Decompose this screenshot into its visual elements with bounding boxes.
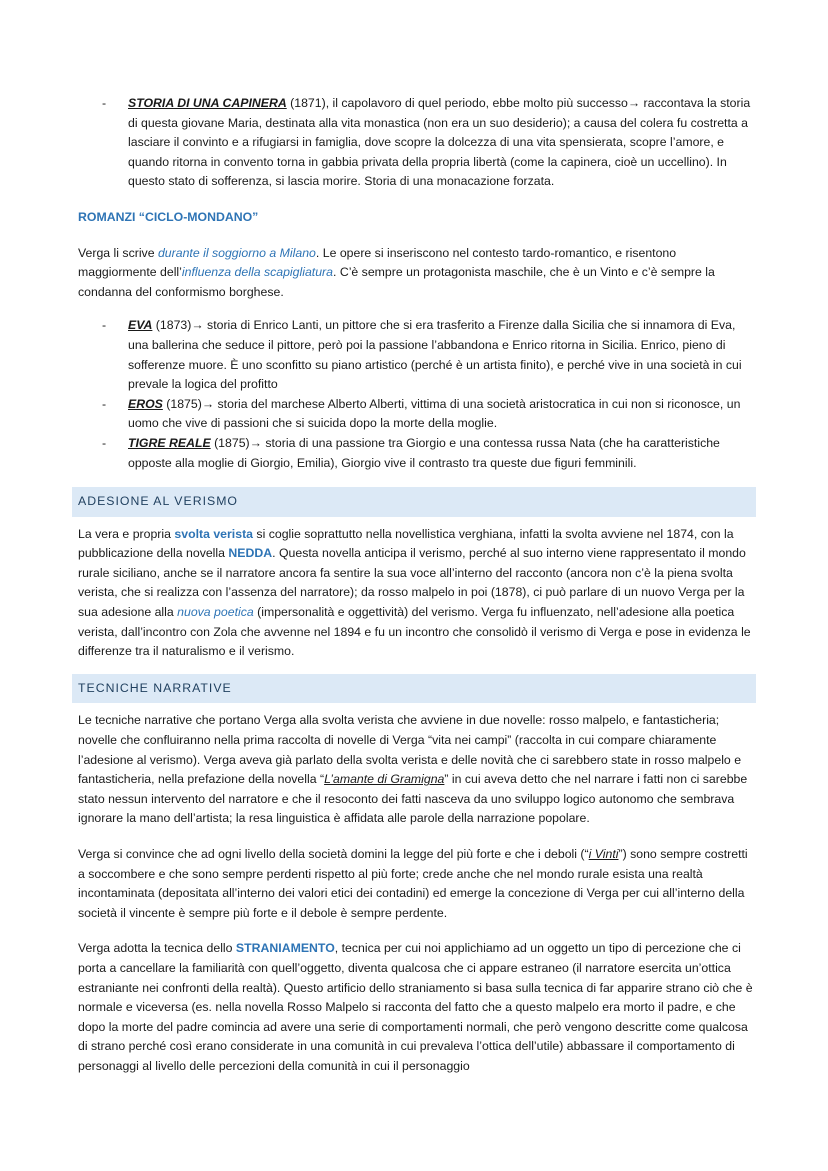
- text-run: (impersonalità e oggettività) del verismo. Verga fu influenzato, nell’adesione alla poetica verista, dall’incontro con Zola che avvenne nel 1894 e fu un incontro che consolidò il verismo di Verga e pose in evidenza le differenze tra il naturalismo e il verismo.: [78, 605, 751, 659]
- text-run: La vera e propria: [78, 526, 175, 541]
- section-heading-tecniche-narrative: TECNICHE NARRATIVE: [72, 674, 756, 704]
- paragraph-verismo: [78, 525, 756, 662]
- text-run: , tecnica per cui noi applichiamo ad un oggetto un tipo di percezione che ci porta a cancellare la familiarità con quell’oggetto, diventa qualcosa che ci appare estraneo (il narratore esercita un’ottica estraniante nei confronti della realtà). Questo artificio dello straniamento si basa sulla tecnica di far apparire strano ciò che è normale e viceversa (es. nella novella Rosso Malpelo si racconta del fatto che a questo malpelo era morto il padre, e che dopo la morte del padre comincia ad avere una serie di comportamenti normali, che però vengono descritte come qualcosa di strano perché così erano considerate in una comunità in cui prevaleva l’ottica dell’utile) abbassare il comportamento di personaggi al livello delle percezioni della comunità in cui il personaggio: [78, 941, 753, 1073]
- highlight-nuova-poetica: nuova poetica: [177, 605, 254, 620]
- eva-title: EVA: [128, 318, 153, 333]
- title-amante-di-gramigna: L’amante di Gramigna: [324, 772, 445, 787]
- eva-text: (1873)→ storia di Enrico Lanti, un pittore che si era trasferito a Firenze dalla Sicilia che si innamora di Eva, una ballerina che seduce il pittore, però poi la passione l’abbandona e Enrico ritorna in Sicilia. Enrico, pieno di sofferenze muore. È uno sconfitto su piano artistico (perché è un artista finito), e perché vive in una società in cui prevale la logica del profitto: [128, 318, 742, 392]
- list-item-capinera: [78, 94, 756, 192]
- list-bullet: -: [102, 318, 107, 333]
- tigre-reale-title: TIGRE REALE: [128, 435, 211, 450]
- text-run: . Questa novella anticipa il verismo, perché al suo interno viene rappresentato il mondo rurale siciliano, anche se il narratore ancora fa sentire la sua voce all’interno del racconto (ancora non c’è la piena svolta verista, che si realizza con l’assenza del narratore); da rosso malpelo in poi (1878), ci può parlare di un nuovo Verga per la sua adesione alla: [78, 546, 746, 620]
- text-run: . C’è sempre un protagonista maschile, che è un Vinto e c’è sempre la condanna del conformismo borghese.: [78, 265, 715, 299]
- title-i-vinti: i Vinti: [588, 847, 619, 861]
- section-heading-adesione-verismo: ADESIONE AL VERISMO: [72, 487, 756, 517]
- text-run: ”) sono sempre costretti a soccombere e che sono sempre perdenti rispetto al più forte; crede anche che nel mondo rurale esista una realtà incontaminata (depositata all’interno dei valori etici dei contadini) ed emerge la concezione di Verga per cui all’interno della società il vincente è sempre più forte e il debole è sempre perdente.: [78, 847, 748, 920]
- paragraph-tecniche-2: [78, 845, 756, 923]
- list-bullet: -: [102, 396, 107, 411]
- list-bullet: -: [102, 96, 107, 110]
- section-heading-ciclo-mondano: ROMANZI “CICLO-MONDANO”: [78, 209, 259, 224]
- list-bullet: -: [102, 435, 107, 450]
- paragraph-ciclo-mondano: [78, 244, 756, 303]
- document-body: [78, 94, 756, 1077]
- paragraph-tecniche-3: [78, 939, 756, 1076]
- text-run: Verga li scrive: [78, 245, 158, 260]
- highlight-nedda: NEDDA: [228, 546, 273, 561]
- capinera-title: STORIA DI UNA CAPINERA: [128, 96, 287, 110]
- capinera-text: (1871), il capolavoro di quel periodo, ebbe molto più successo→ raccontava la storia di questa giovane Maria, destinata alla vita monastica (non era un suo desiderio); a causa del colera fu costretta a lasciare il convinto e a rifugiarsi in famiglia, dove scopre la dolcezza di una vita spensierata, scopre l’amore, e quando ritorna in convento torna in gabbia privata della propria libertà (come la capinera, cioè un uccellino). In questo stato di sofferenza, si lascia morire. Storia di una monacazione forzata.: [128, 96, 751, 189]
- list-item-eros: [78, 395, 756, 434]
- list-item-eva: [78, 316, 756, 394]
- tigre-reale-text: (1875)→ storia di una passione tra Giorgio e una contessa russa Nata (che ha caratteristiche opposte alla moglie di Giorgio, Emilia), Giorgio vive il contrasto tra queste due figuri femminili.: [128, 435, 720, 470]
- highlight-straniamento: STRANIAMENTO: [235, 941, 335, 956]
- text-run: Verga adotta la tecnica dello: [78, 941, 236, 956]
- eros-title: EROS: [128, 396, 163, 411]
- capinera-list: [78, 94, 756, 192]
- highlight-milano: durante il soggiorno a Milano: [157, 245, 316, 260]
- text-run: si coglie soprattutto nella novellistica verghiana, infatti la svolta avviene nel 1874, con la pubblicazione della novella: [78, 526, 734, 561]
- highlight-svolta-verista: svolta verista: [174, 526, 253, 541]
- text-run: ” in cui aveva detto che nel narrare i fatti non ci sarebbe stato nessun intervento del narratore e che il resoconto dei fatti nasceva da uno sviluppo logico autonomo che sembrava ignorare la mano dell’artista; la resa linguistica è affidata alle parole della narrazione popolare.: [78, 772, 748, 826]
- text-run: . Le opere si inseriscono nel contesto tardo-romantico, e risentono maggiormente dell’: [78, 245, 677, 280]
- text-run: Verga si convince che ad ogni livello della società domini la legge del più forte e che i deboli (“: [78, 847, 589, 861]
- paragraph-tecniche-1: [78, 711, 756, 829]
- list-item-tigre-reale: [78, 434, 756, 473]
- text-run: Le tecniche narrative che portano Verga alla svolta verista che avviene in due novelle: rosso malpelo, e fantasticheria; novelle che confluiranno nella prima raccolta di novelle di Verga “vita nei campi” (raccolta in cui compare chiaramente l’adesione al verismo). Verga aveva già parlato della svolta verista e delle novità che ci sarebbero state in rosso malpelo e fantasticheria, nella prefazione della novella “: [78, 713, 742, 787]
- romanzi-list: [78, 316, 756, 473]
- eros-text: (1875)→ storia del marchese Alberto Alberti, vittima di una società aristocratica in cui non si riconosce, un uomo che vive di passioni che si suicida dopo la morte della moglie.: [128, 396, 741, 431]
- highlight-scapigliatura: influenza della scapigliatura: [181, 265, 333, 280]
